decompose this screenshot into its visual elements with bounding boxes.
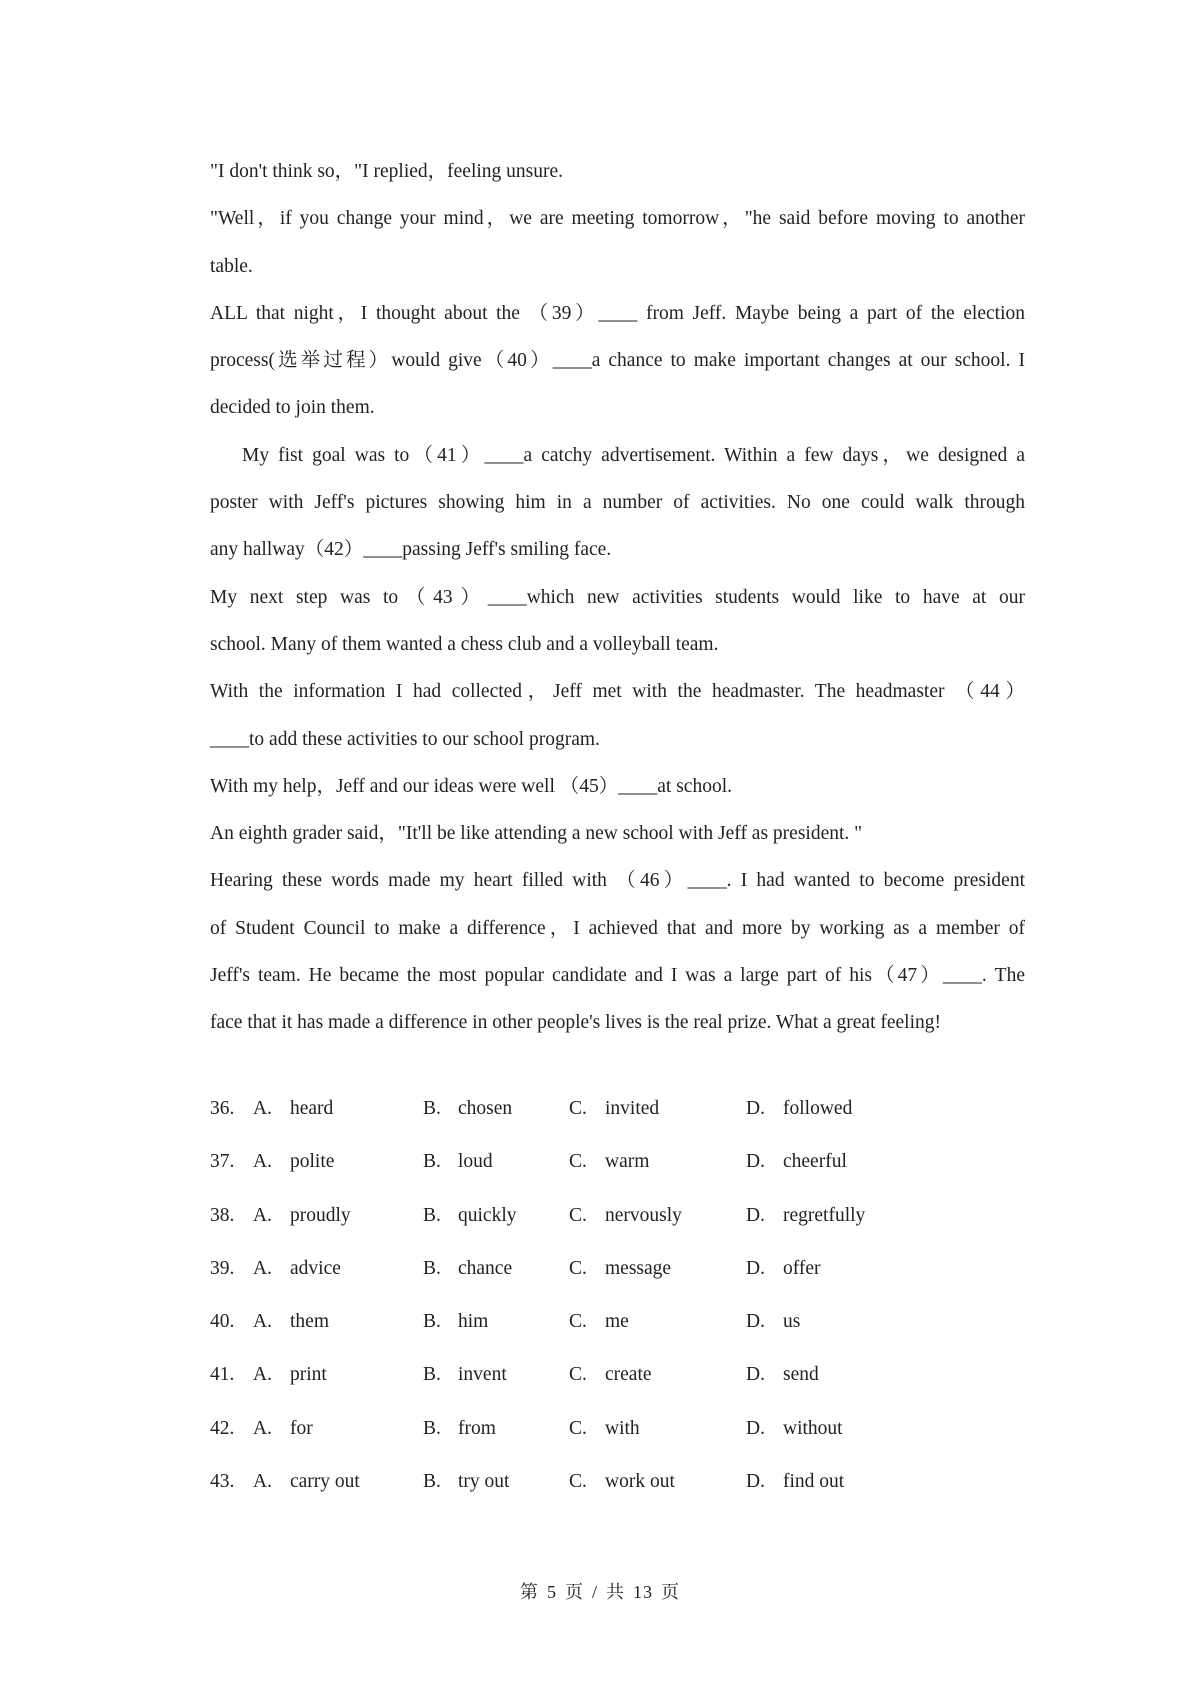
option-a-text: print	[290, 1364, 327, 1386]
question-number: 42.	[210, 1417, 235, 1439]
option-d-text: send	[783, 1364, 819, 1386]
option-row	[210, 1414, 1025, 1467]
question-number: 43.	[210, 1471, 235, 1493]
option-letter-b: B.	[423, 1311, 441, 1333]
option-d-text: offer	[783, 1257, 821, 1279]
option-letter-c: C.	[569, 1311, 587, 1333]
passage-line: face that it has made a difference in other people's lives is the real prize. What a great feeling!	[210, 1012, 942, 1034]
option-d-text: find out	[783, 1471, 845, 1493]
option-letter-d: D.	[746, 1311, 765, 1333]
passage-line: With my help，Jeff and our ideas were well （45）____at school.	[210, 775, 732, 797]
total-pages: 13	[633, 1582, 653, 1602]
option-b-text: from	[458, 1417, 496, 1439]
passage-line: process(选举过程）would give（40）____a chance to make important changes at our school. I	[210, 350, 1025, 372]
option-b-text: quickly	[458, 1204, 517, 1226]
page-number: 5	[546, 1582, 557, 1602]
option-letter-b: B.	[423, 1257, 441, 1279]
total-unit: 页	[661, 1582, 680, 1602]
question-number: 40.	[210, 1311, 235, 1333]
option-d-text: followed	[783, 1098, 853, 1119]
option-d-text: regretfully	[783, 1204, 866, 1226]
option-a-text: heard	[290, 1098, 334, 1119]
option-a-text: advice	[290, 1257, 341, 1279]
passage-line: ALL that night，I thought about the （39）____ from Jeff. Maybe being a part of the election	[210, 302, 1025, 324]
passage-line: An eighth grader said，"It'll be like attending a new school with Jeff as president. "	[210, 823, 863, 845]
option-letter-d: D.	[746, 1257, 765, 1279]
passage-line: My next step was to（43）____which new activities students would like to have at our	[210, 586, 1025, 608]
question-number: 39.	[210, 1257, 235, 1279]
option-letter-d: D.	[746, 1151, 765, 1173]
option-a-text: proudly	[290, 1204, 351, 1226]
option-b-text: him	[458, 1311, 489, 1333]
option-letter-b: B.	[423, 1151, 441, 1173]
option-row	[210, 1147, 1025, 1200]
option-row	[210, 1201, 1025, 1254]
passage-line: "I don't think so，"I replied，feeling unsure.	[210, 161, 564, 182]
option-letter-b: B.	[423, 1471, 441, 1493]
page-label: 第	[519, 1582, 539, 1602]
option-letter-c: C.	[569, 1098, 587, 1119]
option-letter-b: B.	[423, 1098, 441, 1119]
option-d-text: without	[783, 1417, 843, 1439]
option-c-text: nervously	[605, 1204, 682, 1226]
answer-options	[210, 1094, 1025, 1520]
option-c-text: with	[605, 1417, 640, 1439]
option-row	[210, 1467, 1025, 1520]
passage-line: decided to join them.	[210, 397, 375, 419]
option-letter-c: C.	[569, 1204, 587, 1226]
option-letter-a: A.	[253, 1311, 272, 1333]
option-a-text: them	[290, 1311, 329, 1333]
option-letter-a: A.	[253, 1257, 272, 1279]
option-letter-d: D.	[746, 1098, 765, 1119]
option-a-text: for	[290, 1417, 313, 1439]
option-c-text: warm	[605, 1151, 650, 1173]
option-b-text: loud	[458, 1151, 493, 1173]
option-d-text: us	[783, 1311, 801, 1333]
option-b-text: chosen	[458, 1098, 513, 1119]
passage-line: table.	[210, 255, 253, 277]
option-a-text: carry out	[290, 1471, 360, 1493]
option-letter-c: C.	[569, 1364, 587, 1386]
page-unit: 页	[564, 1582, 584, 1602]
option-row	[210, 1254, 1025, 1307]
option-letter-d: D.	[746, 1204, 765, 1226]
option-row	[210, 1307, 1025, 1360]
option-letter-c: C.	[569, 1471, 587, 1493]
option-c-text: me	[605, 1311, 629, 1333]
option-letter-a: A.	[253, 1417, 272, 1439]
option-letter-a: A.	[253, 1471, 272, 1493]
option-b-text: try out	[458, 1471, 510, 1493]
page-separator: /	[591, 1582, 598, 1602]
option-b-text: invent	[458, 1364, 507, 1386]
option-letter-d: D.	[746, 1471, 765, 1493]
option-letter-b: B.	[423, 1364, 441, 1386]
question-number: 38.	[210, 1204, 235, 1226]
passage-line: ____to add these activities to our school program.	[210, 728, 600, 750]
passage-line: poster with Jeff's pictures showing him in a number of activities. No one could walk through	[210, 492, 1025, 514]
passage-line: With the information I had collected，Jeff met with the headmaster. The headmaster （44）	[210, 681, 1025, 703]
option-row	[210, 1360, 1025, 1413]
option-c-text: work out	[605, 1471, 675, 1493]
passage-line: Jeff's team. He became the most popular candidate and I was a large part of his（47）____. The	[210, 965, 1025, 987]
option-letter-d: D.	[746, 1417, 765, 1439]
question-number: 41.	[210, 1364, 235, 1386]
passage-text	[210, 148, 1025, 1047]
option-row	[210, 1094, 1025, 1147]
option-a-text: polite	[290, 1151, 335, 1173]
option-d-text: cheerful	[783, 1151, 847, 1173]
question-number: 37.	[210, 1151, 235, 1173]
total-label: 共	[606, 1582, 625, 1602]
passage-line: any hallway（42）____passing Jeff's smiling face.	[210, 539, 612, 561]
option-letter-b: B.	[423, 1417, 441, 1439]
passage-line: My fist goal was to（41）____a catchy advertisement. Within a few days，we designed a	[242, 444, 1025, 466]
passage-line: of Student Council to make a difference，I achieved that and more by working as a member of	[210, 917, 1025, 939]
option-letter-b: B.	[423, 1204, 441, 1226]
option-letter-a: A.	[253, 1098, 272, 1119]
option-letter-a: A.	[253, 1364, 272, 1386]
passage-line: school. Many of them wanted a chess club and a volleyball team.	[210, 633, 719, 655]
passage-line: "Well，if you change your mind，we are meeting tomorrow，"he said before moving to another	[210, 208, 1025, 230]
option-letter-d: D.	[746, 1364, 765, 1386]
option-letter-c: C.	[569, 1257, 587, 1279]
option-letter-c: C.	[569, 1151, 587, 1173]
option-letter-a: A.	[253, 1204, 272, 1226]
option-c-text: invited	[605, 1098, 660, 1119]
option-letter-c: C.	[569, 1417, 587, 1439]
option-b-text: chance	[458, 1257, 513, 1279]
passage-line: Hearing these words made my heart filled with （46）____. I had wanted to become president	[210, 870, 1025, 892]
option-letter-a: A.	[253, 1151, 272, 1173]
question-number: 36.	[210, 1098, 235, 1119]
option-c-text: message	[605, 1257, 672, 1279]
option-c-text: create	[605, 1364, 652, 1386]
page-footer	[0, 1578, 1200, 1604]
